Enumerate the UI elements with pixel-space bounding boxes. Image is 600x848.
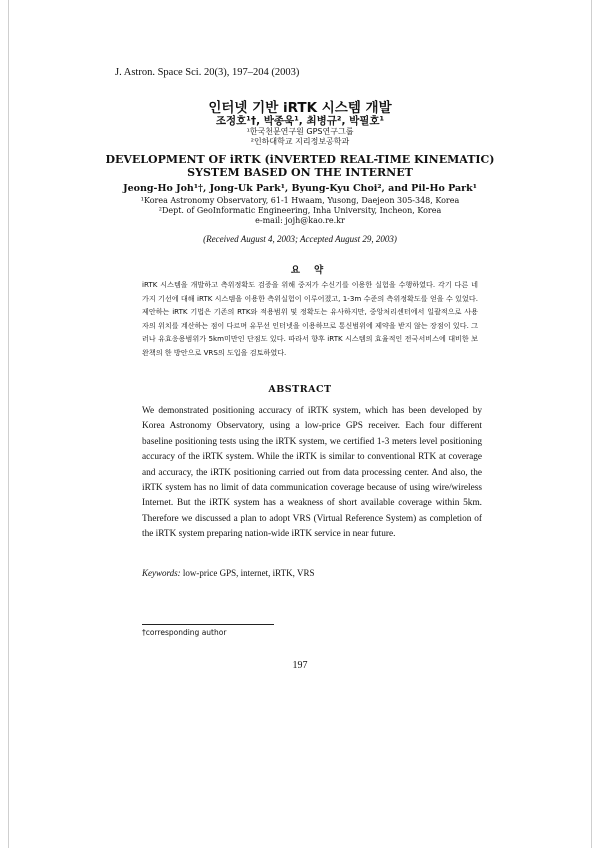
korean-affiliation-2: ²인하대학교 지리정보공학과	[250, 137, 350, 146]
abstract-heading: ABSTRACT	[268, 384, 332, 395]
english-title	[0, 153, 600, 179]
korean-abstract-text: iRTK 시스템을 개발하고 측위정확도 검증을 위해 중저가 수신기를 이용한 실험을 수행하였다. 각기 다른 네 가지 기선에 대해 iRTK 시스템을 이용한 측위실험이 이루어졌고, 1-3m 수준의 측위정확도를 얻을 수 있었다. 제안하는 iRTK 기법은 기존의 RTK와 적용범위 및 정확도는 유사하지만, 중앙처리센터에서 일괄적으로 사용자의 위치를 계산하는 점이 다르며 유무선 인터넷을 이용하므로 통신범위에 제약을 받지 않는 장점이 있다. 그러나 유효응용범위가 5km미만인 단점도 있다. 따라서 향후 iRTK 시스템의 효율적인 전국서비스에 대비한 보완책의 한 방안으로 VRS의 도입을 검토하였다.	[142, 280, 478, 357]
korean-authors: 조정호¹†, 박종욱¹, 최병규², 박필호¹	[215, 115, 385, 127]
korean-abstract-heading: 요약	[290, 265, 338, 276]
keywords-label: Keywords:	[142, 568, 181, 578]
english-title-line-1: DEVELOPMENT OF iRTK (iNVERTED REAL-TIME KINEMATIC)	[105, 153, 495, 166]
english-authors: Jeong-Ho Joh¹†, Jong-Uk Park¹, Byung-Kyu Choi², and Pil-Ho Park¹	[123, 183, 477, 194]
keywords	[142, 568, 314, 578]
english-affiliation-1: ¹Korea Astronomy Observatory, 61-1 Hwaam, Yusong, Daejeon 305-348, Korea	[140, 196, 460, 205]
english-affiliation-2: ²Dept. of GeoInformatic Engineering, Inha University, Incheon, Korea	[158, 206, 442, 215]
footnote: †corresponding author	[142, 628, 227, 637]
author-email: e-mail: jojh@kao.re.kr	[255, 216, 345, 225]
keywords-list: low-price GPS, internet, iRTK, VRS	[182, 568, 315, 578]
korean-title: 인터넷 기반 iRTK 시스템 개발	[208, 100, 392, 116]
korean-affiliation-1: ¹한국천문연구원 GPS연구그룹	[246, 127, 354, 136]
english-title-line-2: SYSTEM BASED ON THE INTERNET	[187, 166, 413, 179]
footnote-rule	[142, 624, 274, 625]
journal-citation: J. Astron. Space Sci. 20(3), 197–204 (2003)	[115, 67, 300, 78]
abstract-text: We demonstrated positioning accuracy of iRTK system, which has been developed by Korea Astronomy Observatory, using a low-price GPS receiver. Each four different baseline positioning tests using the iRTK system, we certified 1-3 meters level positioning accuracy of the iRTK system. While the iRTK is similar to conventional RTK at coverage and accuracy, the iRTK positioning carried out from data processing center. And also, the iRTK system has no limit of data communication coverage because of using wire/wireless Internet. But the iRTK system has a weakness of short available coverage within 5km. Therefore we discussed a plan to adopt VRS (Virtual Reference System) as completion of the iRTK system preparing nation-wide iRTK service in near future.	[142, 406, 482, 540]
received-dates: (Received August 4, 2003; Accepted August 29, 2003)	[203, 234, 397, 244]
page-number: 197	[292, 660, 308, 671]
